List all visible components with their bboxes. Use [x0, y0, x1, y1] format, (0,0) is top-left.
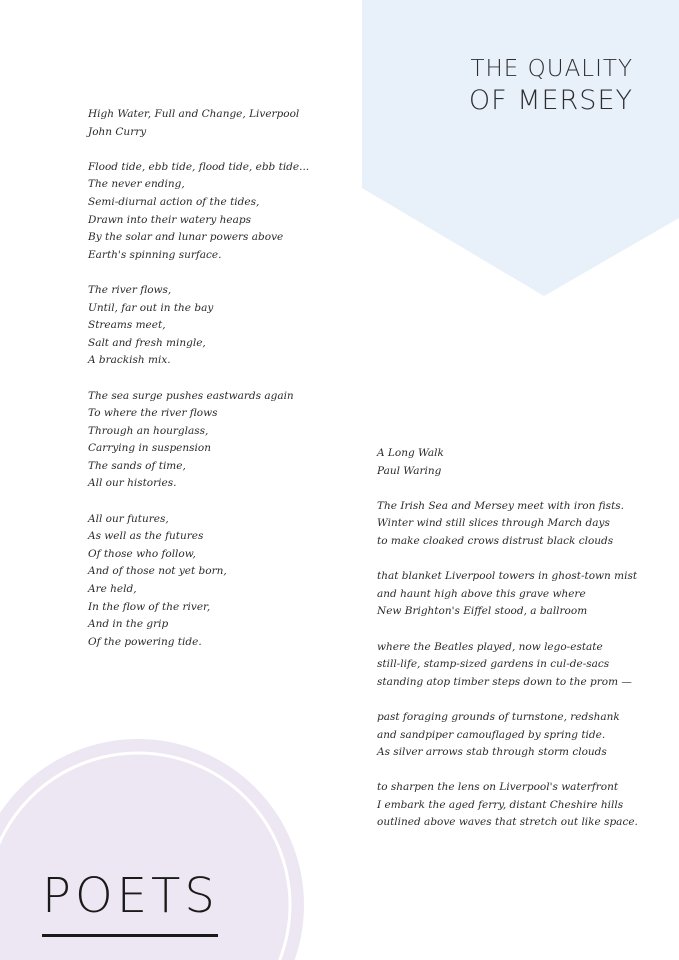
poem-author: Paul Waring: [377, 464, 442, 477]
poem-heading: [377, 445, 638, 480]
poem-line: Of the powering tide.: [88, 635, 202, 648]
poem-a-long-walk: [377, 445, 638, 850]
poem-line: past foraging grounds of turnstone, redshank: [377, 710, 620, 723]
stanza: [88, 159, 309, 265]
stanza: [377, 639, 638, 692]
poem-high-water: [88, 106, 309, 669]
poem-line: to sharpen the lens on Liverpool's waterfront: [377, 781, 619, 794]
poem-line: The sea surge pushes eastwards again: [88, 389, 294, 402]
section-title-underline: [42, 934, 218, 937]
poem-line: A brackish mix.: [88, 354, 171, 367]
poem-line: By the solar and lunar powers above: [88, 231, 284, 244]
poem-line: As silver arrows stab through storm clouds: [377, 746, 607, 759]
poem-line: Streams meet,: [88, 319, 166, 332]
poem-line: Carrying in suspension: [88, 442, 211, 455]
poem-line: As well as the futures: [88, 530, 204, 543]
poem-line: In the flow of the river,: [88, 600, 211, 613]
header-pentagon: [362, 0, 679, 296]
poem-line: that blanket Liverpool towers in ghost-town mist: [377, 570, 638, 583]
poem-line: and haunt high above this grave where: [377, 587, 586, 600]
stanza: [88, 282, 309, 370]
poem-line: to make cloaked crows distrust black clouds: [377, 534, 614, 547]
poem-line: And of those not yet born,: [88, 565, 227, 578]
poem-title: A Long Walk: [377, 447, 444, 459]
poem-line: To where the river flows: [88, 407, 218, 420]
page-title-line2: OF MERSEY: [468, 85, 633, 116]
section-footer: [42, 868, 219, 937]
poem-line: The Irish Sea and Mersey meet with iron fists.: [377, 499, 625, 512]
poem-line: Are held,: [88, 583, 137, 596]
poem-line: standing atop timber steps down to the prom —: [377, 675, 632, 688]
poem-line: Drawn into their watery heaps: [88, 213, 252, 226]
stanza: [377, 498, 638, 551]
poem-line: Until, far out in the bay: [88, 301, 214, 314]
page-title: [469, 58, 633, 114]
poem-line: Winter wind still slices through March days: [377, 517, 610, 530]
poem-line: New Brighton's Eiffel stood, a ballroom: [377, 605, 588, 618]
poem-line: Salt and fresh mingle,: [88, 336, 206, 349]
poem-line: The never ending,: [88, 178, 185, 191]
poem-line: I embark the aged ferry, distant Cheshire hills: [377, 798, 624, 811]
poem-line: The sands of time,: [88, 459, 186, 472]
poem-line: still-life, stamp-sized gardens in cul-de-sacs: [377, 658, 610, 671]
poem-line: and sandpiper camouflaged by spring tide.: [377, 728, 606, 741]
poem-line: All our histories.: [88, 477, 177, 490]
poem-line: The river flows,: [88, 283, 172, 296]
stanza: [377, 709, 638, 762]
page-title-line1: THE QUALITY: [470, 56, 633, 82]
poem-line: Through an hourglass,: [88, 424, 209, 437]
poem-line: And in the grip: [88, 618, 169, 631]
section-title: POETS: [42, 868, 219, 924]
poem-line: Of those who follow,: [88, 547, 196, 560]
poem-line: All our futures,: [88, 512, 169, 525]
stanza: [88, 511, 309, 652]
poem-author: John Curry: [88, 125, 147, 138]
stanza: [377, 568, 638, 621]
poem-heading: [88, 106, 309, 141]
poem-title: High Water, Full and Change, Liverpool: [88, 108, 300, 120]
poem-line: outlined above waves that stretch out like space.: [377, 816, 638, 829]
stanza: [377, 779, 638, 832]
poem-line: where the Beatles played, now lego-estate: [377, 640, 603, 653]
poem-line: Earth's spinning surface.: [88, 248, 222, 261]
poem-line: Semi-diurnal action of the tides,: [88, 195, 260, 208]
poem-line: Flood tide, ebb tide, flood tide, ebb tide...: [88, 160, 310, 173]
stanza: [88, 388, 309, 494]
